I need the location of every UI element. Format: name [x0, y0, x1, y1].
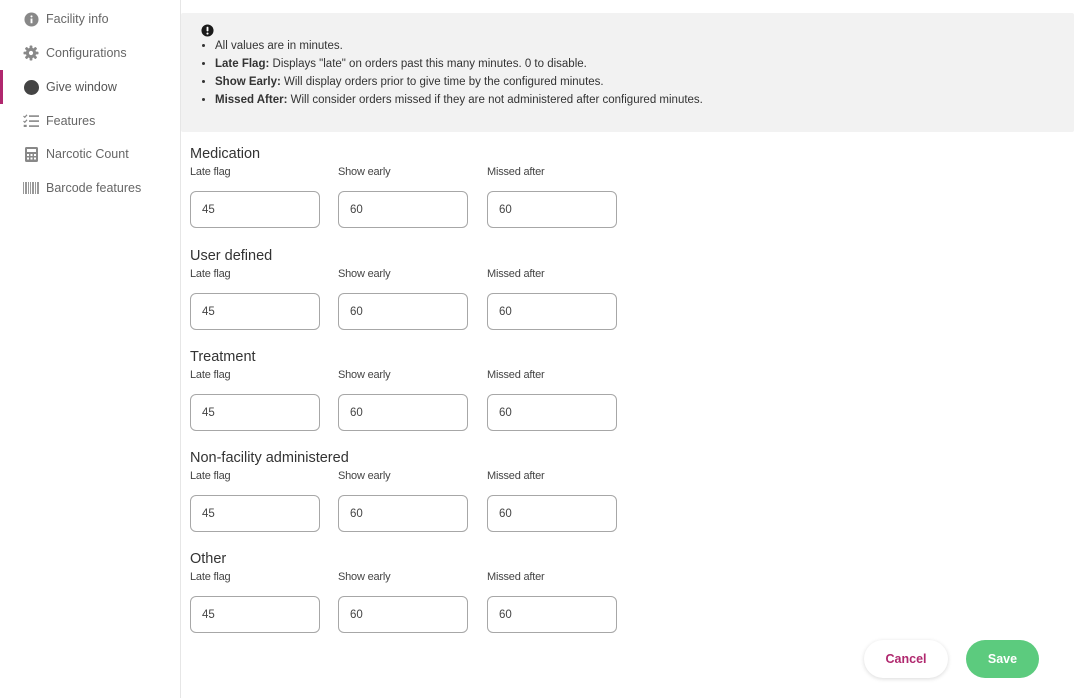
late-flag-field	[190, 268, 320, 330]
late-flag-input[interactable]	[190, 394, 320, 431]
sidebar-item-label: Facility info	[46, 12, 109, 26]
gear-icon	[23, 45, 39, 61]
missed-after-field	[487, 166, 617, 228]
sidebar-item-label: Configurations	[46, 46, 127, 60]
field-label: Show early	[338, 166, 391, 178]
info-line: • Missed After: Will consider orders missed if they are not administered after configured minutes.	[215, 91, 703, 109]
active-indicator	[0, 70, 3, 104]
field-label: Missed after	[487, 166, 545, 178]
show-early-input[interactable]	[338, 596, 468, 633]
clock-icon	[23, 79, 39, 95]
show-early-field	[338, 166, 468, 228]
field-label: Late flag	[190, 369, 231, 381]
info-list	[201, 37, 703, 109]
missed-after-input[interactable]	[487, 495, 617, 532]
save-button[interactable]: Save	[966, 640, 1039, 678]
field-label: Late flag	[190, 470, 231, 482]
late-flag-field	[190, 470, 320, 532]
info-line: • Show Early: Will display orders prior to give time by the configured minutes.	[215, 73, 703, 91]
show-early-input[interactable]	[338, 293, 468, 330]
group-title: Non-facility administered	[190, 450, 349, 466]
late-flag-input[interactable]	[190, 495, 320, 532]
sidebar-item-facility-info[interactable]	[0, 2, 180, 36]
checklist-icon	[23, 113, 39, 129]
sidebar-item-label: Give window	[46, 80, 117, 94]
show-early-input[interactable]	[338, 495, 468, 532]
group-title: Other	[190, 551, 227, 567]
sidebar-item-label: Narcotic Count	[46, 147, 129, 161]
show-early-field	[338, 369, 468, 431]
field-label: Missed after	[487, 369, 545, 381]
field-label: Show early	[338, 268, 391, 280]
info-panel	[181, 13, 1074, 132]
missed-after-input[interactable]	[487, 394, 617, 431]
missed-after-field	[487, 470, 617, 532]
exclamation-circle-icon	[201, 24, 215, 38]
missed-after-field	[487, 571, 617, 633]
sidebar-item-narcotic-count[interactable]	[0, 137, 180, 171]
field-label: Missed after	[487, 268, 545, 280]
sidebar-item-give-window[interactable]	[0, 70, 180, 104]
sidebar-item-label: Features	[46, 114, 96, 128]
field-label: Missed after	[487, 470, 545, 482]
missed-after-input[interactable]	[487, 293, 617, 330]
field-label: Late flag	[190, 571, 231, 583]
late-flag-input[interactable]	[190, 293, 320, 330]
show-early-field	[338, 268, 468, 330]
field-label: Show early	[338, 571, 391, 583]
group-title: User defined	[190, 248, 273, 264]
show-early-field	[338, 470, 468, 532]
show-early-input[interactable]	[338, 394, 468, 431]
info-line: • All values are in minutes.	[215, 37, 703, 55]
sidebar-item-label: Barcode features	[46, 181, 142, 195]
field-label: Late flag	[190, 166, 231, 178]
missed-after-input[interactable]	[487, 596, 617, 633]
info-line: • Late Flag: Displays "late" on orders past this many minutes. 0 to disable.	[215, 55, 703, 73]
group-title: Medication	[190, 146, 261, 162]
sidebar-item-features[interactable]	[0, 104, 180, 138]
barcode-icon	[23, 180, 39, 196]
field-label: Show early	[338, 369, 391, 381]
missed-after-field	[487, 369, 617, 431]
sidebar-item-barcode-features[interactable]	[0, 171, 180, 205]
field-label: Late flag	[190, 268, 231, 280]
missed-after-input[interactable]	[487, 191, 617, 228]
late-flag-field	[190, 369, 320, 431]
info-circle-icon	[23, 11, 39, 27]
sidebar-item-configurations[interactable]	[0, 36, 180, 70]
missed-after-field	[487, 268, 617, 330]
show-early-input[interactable]	[338, 191, 468, 228]
group-title: Treatment	[190, 349, 256, 365]
sidebar	[0, 0, 181, 698]
field-label: Show early	[338, 470, 391, 482]
late-flag-field	[190, 166, 320, 228]
late-flag-input[interactable]	[190, 191, 320, 228]
cancel-button[interactable]: Cancel	[864, 640, 948, 678]
late-flag-field	[190, 571, 320, 633]
calculator-icon	[23, 146, 39, 162]
late-flag-input[interactable]	[190, 596, 320, 633]
show-early-field	[338, 571, 468, 633]
field-label: Missed after	[487, 571, 545, 583]
